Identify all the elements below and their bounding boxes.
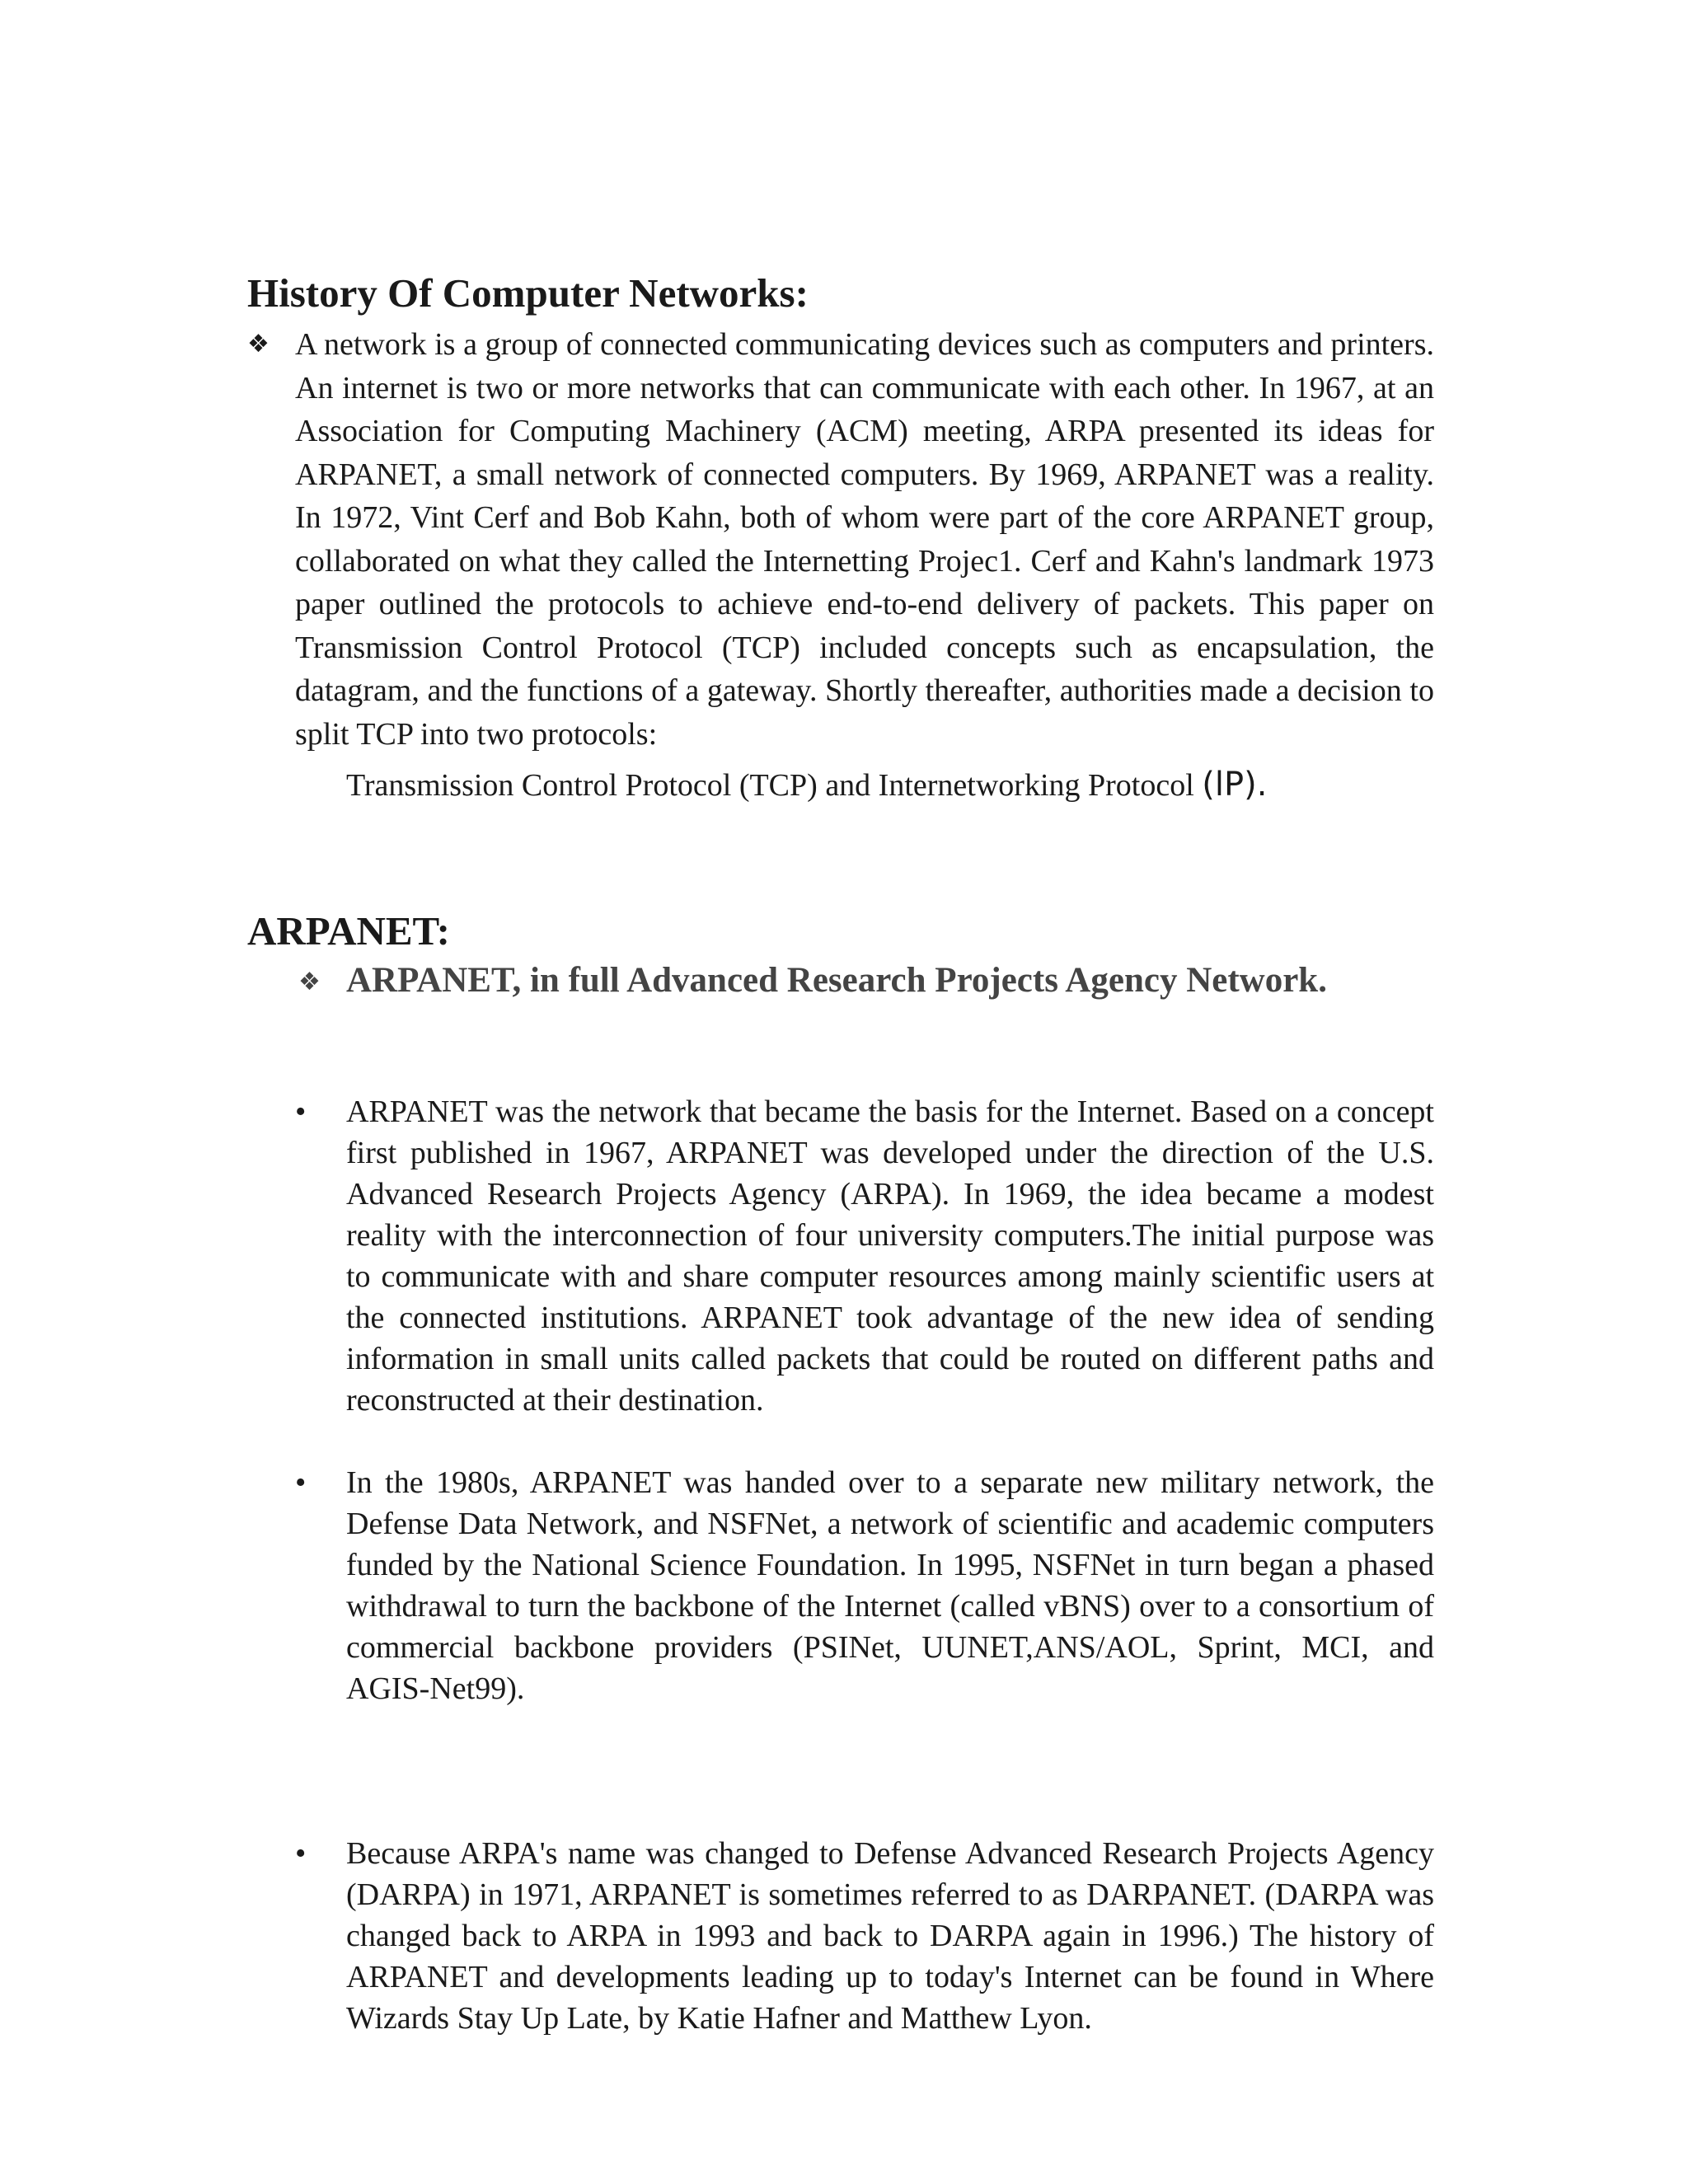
protocols-text: Transmission Control Protocol (TCP) and Internetworking Protocol	[346, 768, 1194, 803]
bullet-text: ARPANET was the network that became the basis for the Internet. Based on a concept first published in 1967, ARPANET was developed under the direction of the U.S. Advanced Research Projects Agency (ARPA). In 1969, the idea became a modest reality with the interconnection of four university computers.The initial purpose was to communicate with and share computer resources among mainly scientific users at the connected institutions. ARPANET took advantage of the new idea of sending information in small units called packets that could be routed on different paths and reconstructed at their destination.	[346, 1094, 1434, 1418]
bullet-icon: •	[295, 1836, 307, 1871]
diamond-bullet-icon: ❖	[298, 968, 321, 996]
diamond-bullet-icon: ❖	[247, 330, 270, 359]
protocols-ip-suffix: (lP).	[1202, 766, 1268, 804]
history-heading: History Of Computer Networks:	[247, 270, 809, 316]
bullet-icon: •	[295, 1465, 307, 1500]
arpanet-heading: ARPANET:	[247, 908, 450, 954]
protocols-line	[346, 763, 1267, 807]
history-paragraph: A network is a group of connected communicating devices such as computers and printers. An internet is two or more networks that can communicate with each other. In 1967, at an Association for Computing Machinery (ACM) meeting, ARPA presented its ideas for ARPANET, a small network of connected computers. By 1969, ARPANET was a reality. In 1972, Vint Cerf and Bob Kahn, both of whom were part of the core ARPANET group, collaborated on what they called the Internetting Projec1. Cerf and Kahn's landmark 1973 paper outlined the protocols to achieve end-to-end delivery of packets. This paper on Transmission Control Protocol (TCP) included concepts such as encapsulation, the datagram, and the functions of a gateway. Shortly thereafter, authorities made a decision to split TCP into two protocols:	[295, 327, 1434, 752]
arpanet-subtitle: ARPANET, in full Advanced Research Projects Agency Network.	[346, 961, 1327, 1000]
bullet-text: In the 1980s, ARPANET was handed over to a separate new military network, the Defense Data Network, and NSFNet, a network of scientific and academic computers funded by the National Science Foundation. In 1995, NSFNet in turn began a phased withdrawal to turn the backbone of the Internet (called vBNS) over to a consortium of commercial backbone providers (PSINet, UUNET,ANS/AOL, Sprint, MCI, and AGIS-Net99).	[346, 1465, 1434, 1706]
bullet-icon: •	[295, 1094, 307, 1129]
bullet-text: Because ARPA's name was changed to Defense Advanced Research Projects Agency (DARPA) in 1971, ARPANET is sometimes referred to as DARPANET. (DARPA was changed back to ARPA in 1993 and back to DARPA again in 1996.) The history of ARPANET and developments leading up to today's Internet can be found in Where Wizards Stay Up Late, by Katie Hafner and Matthew Lyon.	[346, 1836, 1434, 2036]
